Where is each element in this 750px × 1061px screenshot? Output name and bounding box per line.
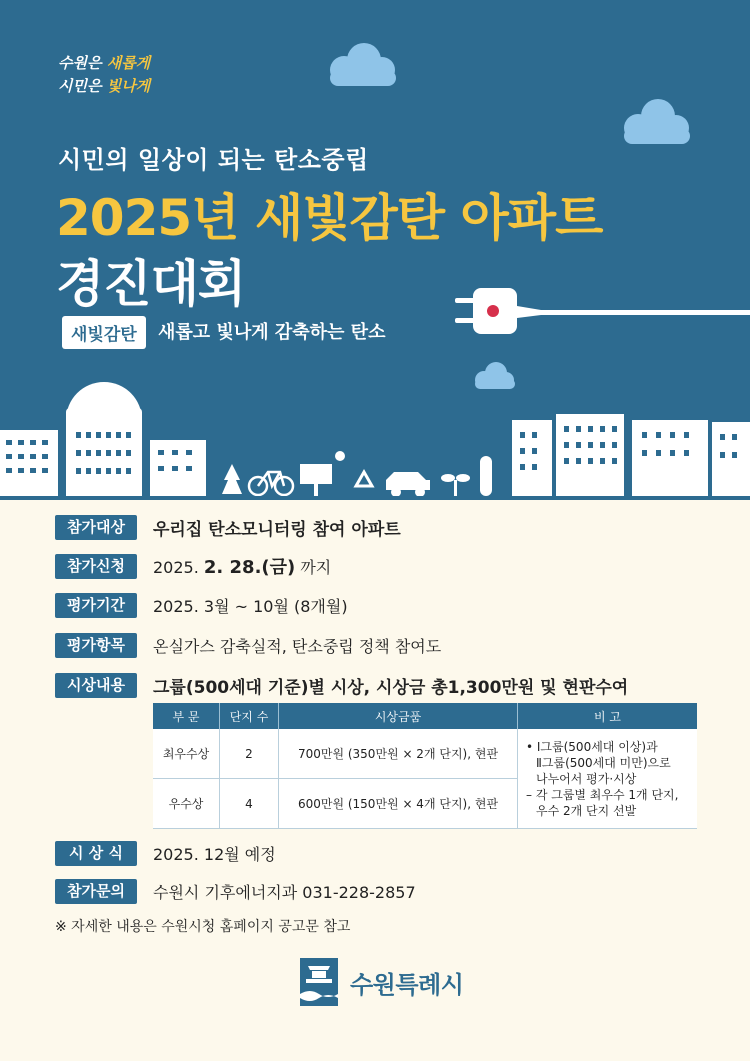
info-row-period (55, 593, 348, 618)
table-header-row (153, 703, 697, 729)
info-value: 수원시 기후에너지과 031-228-2857 (153, 883, 416, 902)
slogan-highlight: 빛나게 (106, 77, 151, 95)
tag-badge: 새빛감탄 (62, 316, 146, 349)
info-value: 2025. 3월 ~ 10월 (8개월) (153, 597, 348, 616)
table-cell: 2 (220, 729, 279, 779)
city-logo (300, 958, 463, 1006)
info-row-awards (55, 673, 628, 698)
page-title: 2025년 새빛감탄 아파트 (56, 189, 603, 247)
info-label: 참가대상 (55, 515, 137, 540)
footnote: ※ 자세한 내용은 수원시청 홈페이지 공고문 참고 (55, 919, 351, 935)
info-label: 참가신청 (55, 554, 137, 579)
page-title-line2: 경진대회 (56, 255, 246, 313)
info-value (153, 553, 331, 579)
info-row-criteria (55, 633, 441, 658)
deadline-date: 2. 28.(금) (203, 557, 296, 578)
table-cell: 최우수상 (153, 729, 220, 779)
date-prefix: 2025. (153, 558, 204, 577)
info-label: 시 상 식 (55, 841, 137, 866)
cloud-icon (318, 42, 404, 88)
notes-cell (518, 729, 698, 829)
tagline: 새롭고 빛나게 감축하는 탄소 (158, 322, 386, 343)
table-cell: 우수상 (153, 779, 220, 829)
table-cell: 600만원 (150만원 × 4개 단지), 현판 (279, 779, 518, 829)
info-label: 평가항목 (55, 633, 137, 658)
note-line: 나누어서 평가·시상 (536, 771, 637, 786)
info-value: 온실가스 감축실적, 탄소중립 정책 참여도 (153, 637, 442, 656)
slogan-text: 시민은 (58, 77, 107, 95)
city-logo-text: 수원특례시 (350, 970, 464, 999)
plug-icon (455, 282, 750, 342)
note-line: – 각 그룹별 최우수 1개 단지, (526, 787, 679, 802)
city-skyline-illustration (0, 380, 750, 500)
slogan-text: 수원은 (58, 54, 107, 72)
info-label: 평가기간 (55, 593, 137, 618)
info-value: 2025. 12월 예정 (153, 845, 276, 864)
header-section (0, 0, 750, 500)
info-value: 그룹(500세대 기준)별 시상, 시상금 총1,300만원 및 현판수여 (153, 678, 629, 698)
info-value: 우리집 탄소모니터링 참여 아파트 (153, 520, 401, 540)
suwon-emblem-icon (300, 958, 338, 1006)
info-row-application (55, 553, 331, 579)
table-cell: 4 (220, 779, 279, 829)
note-line: • Ⅰ그룹(500세대 이상)과 (526, 739, 658, 754)
info-label: 시상내용 (55, 673, 137, 698)
column-header: 단지 수 (220, 703, 279, 729)
info-row-participants (55, 515, 401, 540)
table-cell: 700만원 (350만원 × 2개 단지), 현판 (279, 729, 518, 779)
date-suffix: 까지 (295, 558, 332, 577)
column-header: 비 고 (518, 703, 698, 729)
subtitle: 시민의 일상이 되는 탄소중립 (58, 146, 369, 174)
cloud-icon (612, 98, 698, 146)
info-label: 참가문의 (55, 879, 137, 904)
note-line: 우수 2개 단지 선발 (536, 803, 637, 818)
column-header: 부 문 (153, 703, 220, 729)
table-row (153, 729, 697, 779)
prize-table (153, 703, 697, 829)
note-line: Ⅱ그룹(500세대 미만)으로 (536, 755, 671, 770)
info-row-ceremony (55, 841, 276, 866)
slogan-highlight: 새롭게 (106, 54, 151, 72)
slogan (58, 52, 150, 98)
column-header: 시상금품 (279, 703, 518, 729)
info-row-inquiry (55, 879, 416, 904)
